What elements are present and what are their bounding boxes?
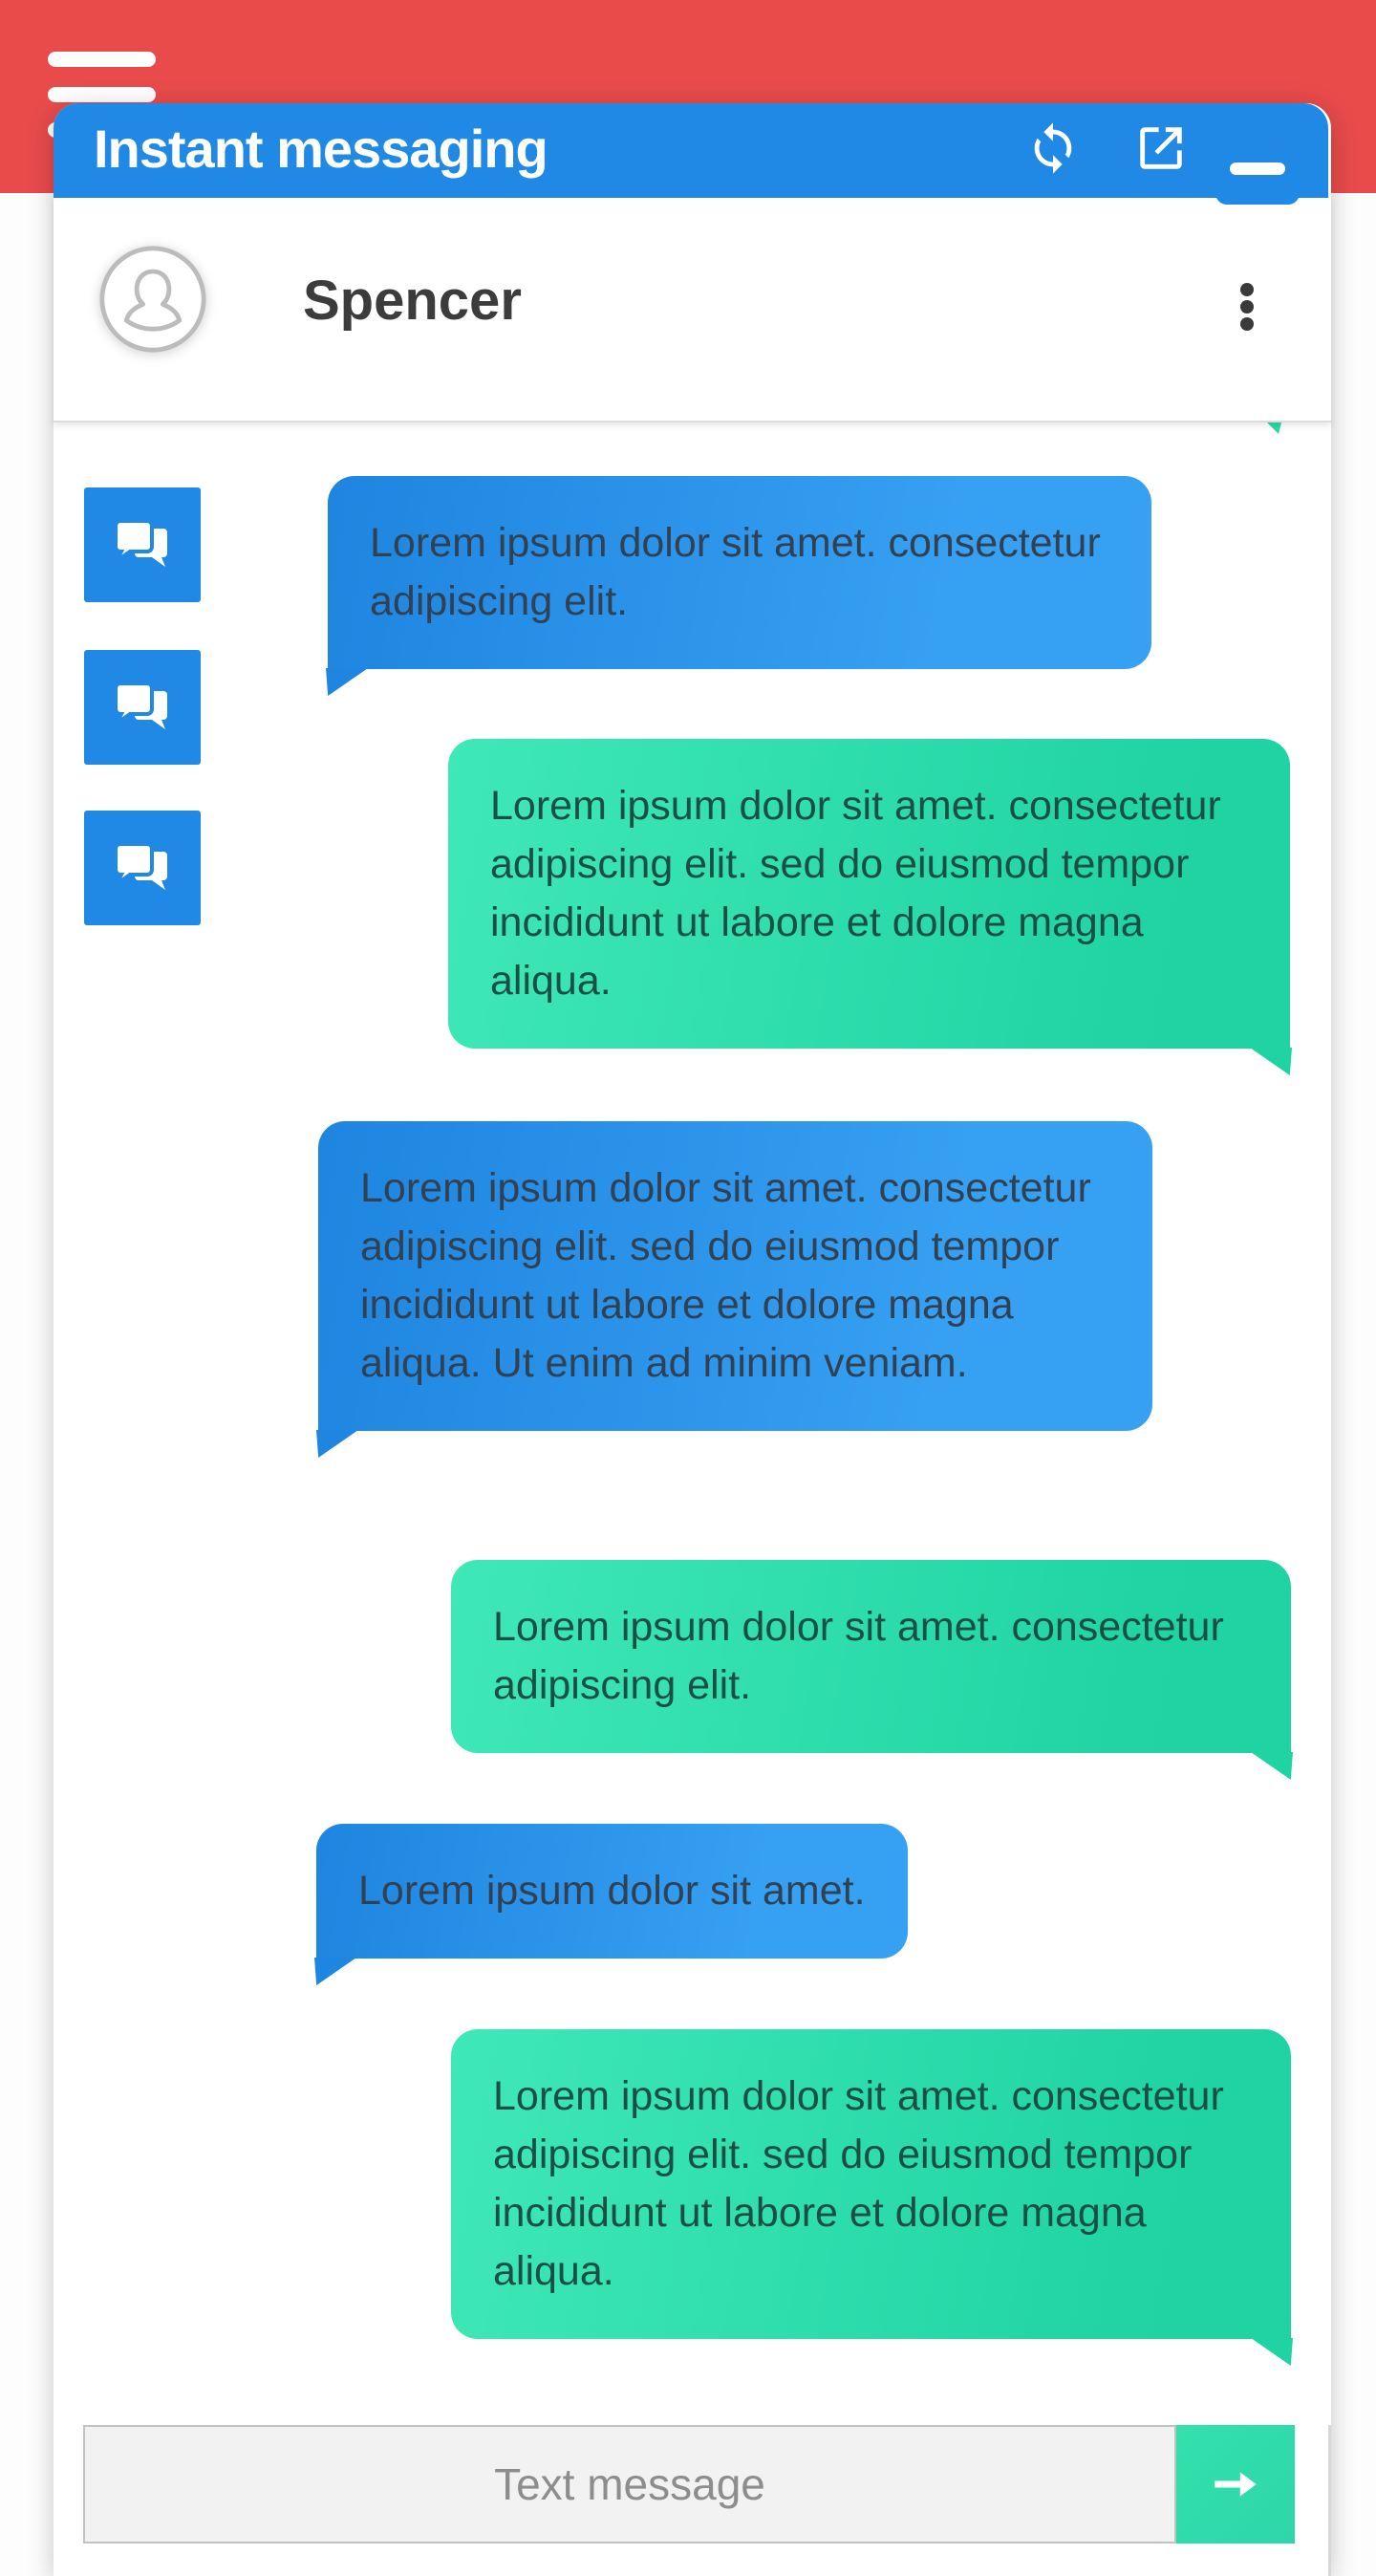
send-button[interactable] xyxy=(1176,2425,1295,2544)
window-title: Instant messaging xyxy=(94,119,548,179)
minimize-icon xyxy=(1230,162,1285,175)
chat-bubbles-icon[interactable] xyxy=(84,487,201,602)
composer xyxy=(83,2425,1295,2544)
kebab-menu-icon[interactable] xyxy=(1223,278,1271,339)
chat-bubbles-icon[interactable] xyxy=(84,650,201,765)
clipped-bubble-tail xyxy=(1267,422,1281,434)
message-bubble-incoming: Lorem ipsum dolor sit amet. consectetur adipiscing elit. xyxy=(328,476,1151,669)
conversation-header xyxy=(54,198,1331,422)
messaging-window xyxy=(54,103,1331,2576)
open-in-new-icon[interactable] xyxy=(1133,120,1189,176)
message-bubble-outgoing: Lorem ipsum dolor sit amet. consectetur adipiscing elit. sed do eiusmod tempor incididunt ut labore et dolore magna aliqua. xyxy=(448,739,1290,1049)
minimize-button[interactable] xyxy=(1215,140,1300,205)
person-avatar-icon xyxy=(97,244,208,355)
contact-name: Spencer xyxy=(303,270,522,332)
window-titlebar[interactable] xyxy=(54,103,1328,198)
arrow-right-icon xyxy=(1211,2463,1260,2505)
sync-icon[interactable] xyxy=(1025,120,1081,176)
message-list xyxy=(54,422,1331,2425)
message-input[interactable] xyxy=(83,2425,1176,2544)
message-bubble-outgoing: Lorem ipsum dolor sit amet. consectetur adipiscing elit. sed do eiusmod tempor incididunt ut labore et dolore magna aliqua. xyxy=(451,2029,1291,2339)
chat-bubbles-icon[interactable] xyxy=(84,811,201,925)
message-bubble-incoming: Lorem ipsum dolor sit amet. consectetur adipiscing elit. sed do eiusmod tempor incididunt ut labore et dolore magna aliqua. Ut enim ad minim veniam. xyxy=(318,1121,1152,1431)
message-bubble-outgoing: Lorem ipsum dolor sit amet. consectetur adipiscing elit. xyxy=(451,1560,1291,1753)
message-bubble-incoming: Lorem ipsum dolor sit amet. xyxy=(316,1824,908,1959)
